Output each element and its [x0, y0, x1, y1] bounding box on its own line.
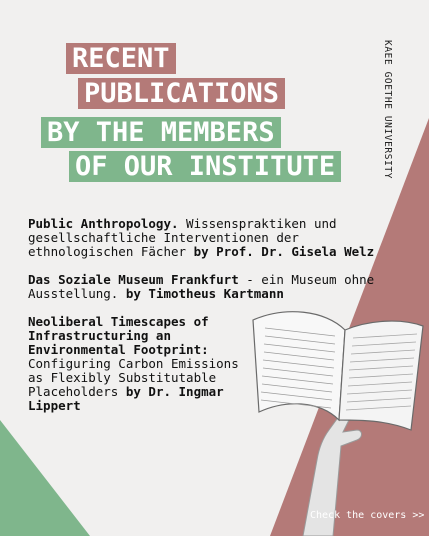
publication-title: Neoliberal Timescapes of Infrastructuring an Environmental Footprint:: [28, 314, 209, 357]
headline-line-4: OF OUR INSTITUTE: [69, 151, 341, 182]
publication-title: Public Anthropology.: [28, 216, 179, 231]
publication-author: by Timotheus Kartmann: [125, 286, 284, 301]
publication-author: by Dr. Ingmar Lippert: [28, 384, 224, 413]
publication-item: [28, 315, 253, 413]
publication-title: Das Soziale Museum Frankfurt: [28, 272, 239, 287]
publications-list: [28, 217, 378, 427]
publication-item: [28, 217, 378, 259]
headline-line-1: RECENT: [66, 43, 176, 74]
university-vertical-label: KAEE GOETHE UNIVERSITY: [382, 40, 393, 180]
publication-item: [28, 273, 378, 301]
publication-author: by Prof. Dr. Gisela Welz: [193, 244, 375, 259]
green-triangle: [0, 420, 90, 536]
publication-subtitle: - ein Museum ohne Ausstellung.: [28, 272, 375, 301]
publication-subtitle: Configuring Carbon Emissions as Flexibly Substitutable Placeholders: [28, 356, 239, 399]
publication-subtitle: Wissenspraktiken und gesellschaftliche Interventionen der ethnologischen Fächer: [28, 216, 337, 259]
check-covers-link[interactable]: Check the covers >>: [310, 510, 425, 521]
headline-line-3: BY THE MEMBERS: [41, 117, 281, 148]
headline-line-2: PUBLICATIONS: [78, 78, 285, 109]
